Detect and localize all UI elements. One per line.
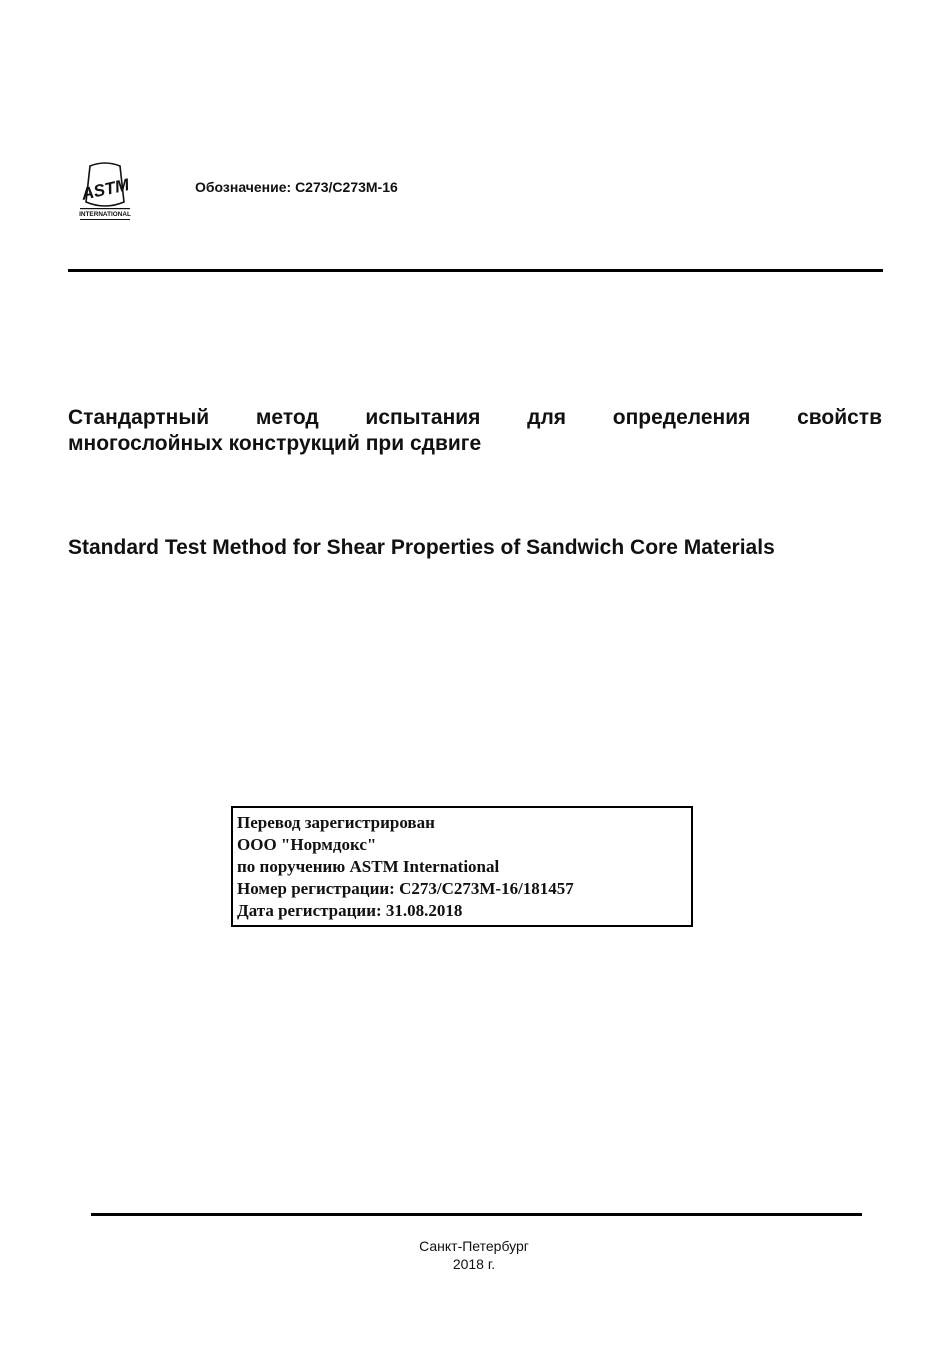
registration-line: ООО "Нормдокс" (237, 835, 377, 854)
title-english: Standard Test Method for Shear Properties of Sandwich Core Materials (68, 536, 775, 559)
registration-number: Номер регистрации: C273/C273M-16/181457 (237, 879, 574, 898)
logo-subtitle-text: INTERNATIONAL (79, 211, 131, 218)
designation: Обозначение: C273/C273M-16 (195, 179, 398, 195)
title-russian-line-1: Стандартный метод испытания для определения свойств (68, 406, 882, 429)
footer-city: Санкт-Петербург (419, 1238, 529, 1254)
title-russian (68, 405, 882, 457)
registration-box (231, 806, 693, 927)
top-divider (68, 269, 883, 272)
astm-logo (76, 162, 134, 224)
registration-line: по поручению ASTM International (237, 857, 500, 876)
logo-mark-text: ASTM (79, 175, 131, 204)
bottom-divider (91, 1213, 862, 1216)
registration-date: Дата регистрации: 31.08.2018 (237, 901, 463, 920)
registration-line: Перевод зарегистрирован (237, 813, 435, 832)
footer-year: 2018 г. (452, 1256, 496, 1272)
title-russian-line-2: многослойных конструкций при сдвиге (68, 432, 482, 455)
footer (374, 1237, 574, 1273)
